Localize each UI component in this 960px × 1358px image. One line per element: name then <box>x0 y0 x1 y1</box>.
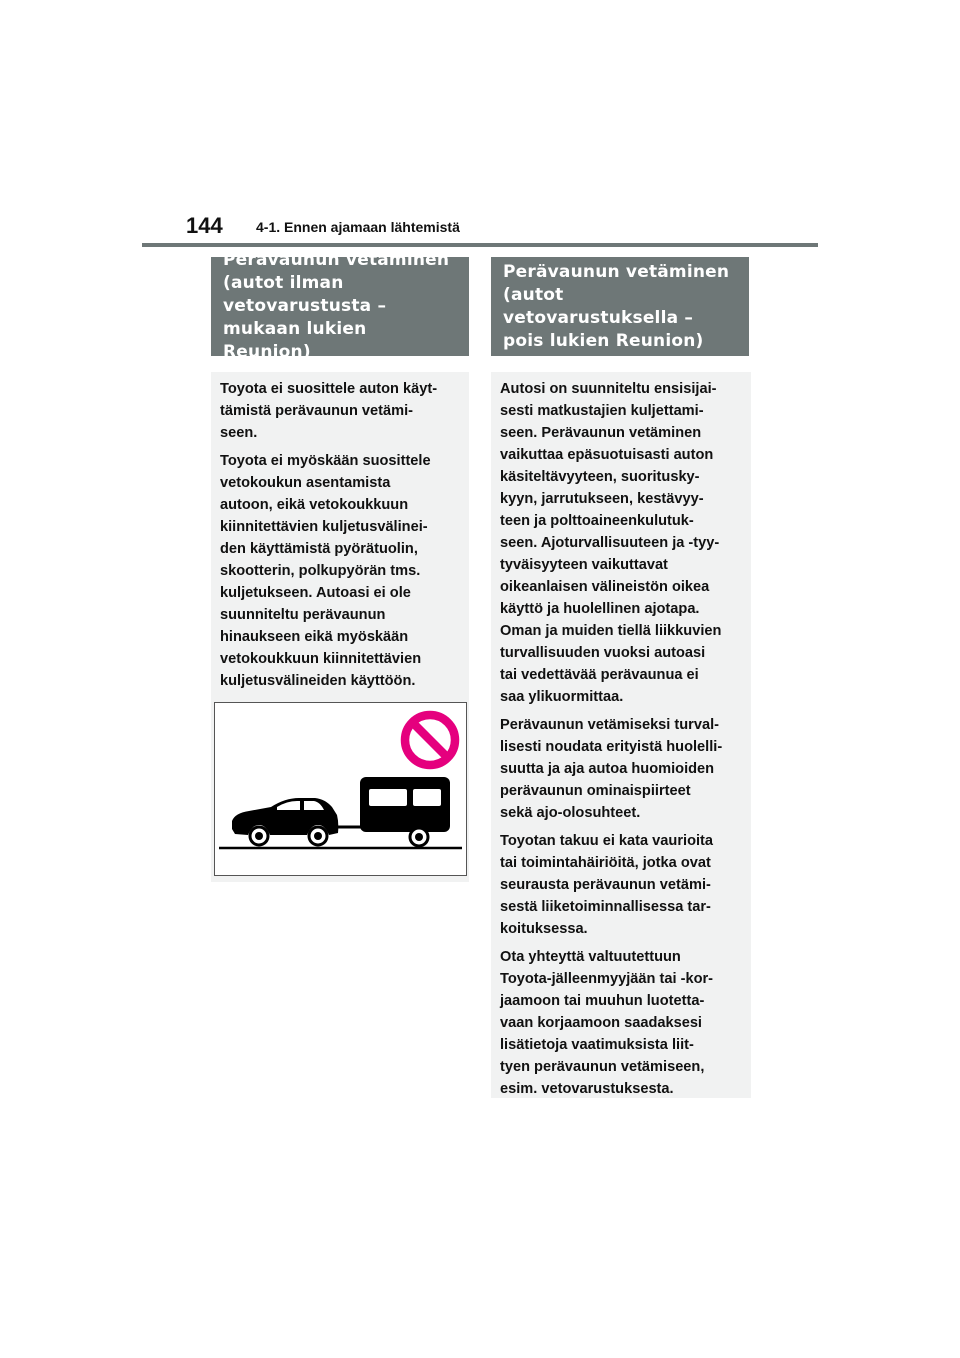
no-towing-illustration <box>214 702 467 876</box>
right-paragraph-3: Toyotan takuu ei kata vaurioita tai toimintahäiriöitä, jotka ovat seurausta perävaunun vetämi- sestä liiketoiminnallisessa tar- koituksessa. <box>500 833 714 937</box>
prohibition-icon <box>405 715 455 765</box>
right-column-heading <box>491 257 749 356</box>
left-column-heading <box>211 250 469 362</box>
caravan-trailer-icon <box>335 777 450 846</box>
right-column-body <box>491 372 751 1098</box>
no-towing-svg <box>215 703 466 875</box>
left-column-heading-text: Perävaunun vetäminen (autot ilman vetovarustusta – mukaan lukien Reunion) <box>223 250 450 362</box>
page-number: 144 <box>186 213 223 238</box>
car-icon <box>232 798 338 845</box>
left-paragraph-2: Toyota ei myöskään suosittele vetokoukun asentamista autoon, eikä vetokoukkuun kiinnitettävien kuljetusvälinei- den käyttämistä pyörätuolin, skootterin, polkupyörän tms. kuljetukseen. Autoasi ei ole suunniteltu perävaunun hinaukseen eikä myöskään vetokoukkuun kiinnitettävien kuljetusvälineiden käyttöön. <box>220 453 431 689</box>
header-rule <box>142 243 818 247</box>
right-paragraph-2: Perävaunun vetämiseksi turval- lisesti noudata erityistä huolelli- suutta ja aja autoa huomioiden perävaunun ominaispiirteet sekä ajo-olosuhteet. <box>500 717 723 821</box>
right-column-heading-text: Perävaunun vetäminen (autot vetovarustuksella – pois lukien Reunion) <box>503 261 730 351</box>
left-paragraph-1: Toyota ei suosittele auton käyt- tämistä perävaunun vetämi- seen. <box>220 381 438 441</box>
section-title: 4-1. Ennen ajamaan lähtemistä <box>256 219 460 235</box>
right-paragraph-1: Autosi on suunniteltu ensisijai- sesti matkustajien kuljettami- seen. Perävaunun vetäminen vaikuttaa epäsuotuisasti auton käsiteltävyyteen, suoritusky- kyyn, jarrutukseen, kestävyy- teen ja polttoaineenkulutuk- seen. Ajoturvallisuuteen ja -tyy- tyväisyyteen vaikuttavat oikeanlaisen välineistön oikea käyttö ja huolellinen ajotapa. Oman ja muiden tiellä liikkuvien turvallisuuden vuoksi autoasi tai vedettävää perävaunua ei saa ylikuormittaa. <box>500 381 722 705</box>
right-paragraph-4: Ota yhteyttä valtuutettuun Toyota-jälleenmyyjään tai -kor- jaamoon tai muuhun luotetta- vaan korjaamoon saadaksesi lisätietoja vaatimuksista liit- tyen perävaunun vetämiseen, esim. vetovarustuksesta. <box>500 949 714 1097</box>
